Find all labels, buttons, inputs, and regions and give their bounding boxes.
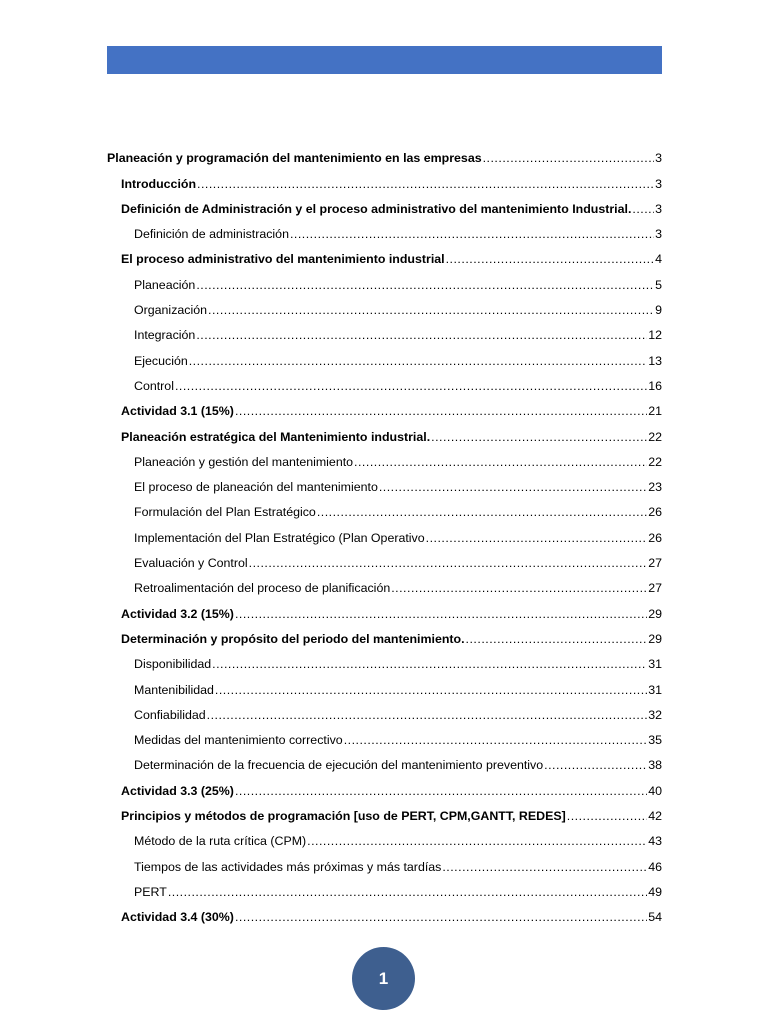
toc-entry-title: Actividad 3.1 (15%): [121, 404, 234, 419]
toc-entry-page: 12: [648, 328, 662, 343]
toc-entry[interactable]: [107, 444, 662, 469]
toc-leader-dots: [249, 556, 648, 570]
toc-entry[interactable]: [107, 899, 662, 924]
toc-entry[interactable]: [107, 494, 662, 519]
toc-leader-dots: [391, 581, 647, 595]
toc-entry[interactable]: [107, 393, 662, 418]
toc-leader-dots: [344, 733, 648, 747]
toc-entry[interactable]: [107, 469, 662, 494]
toc-entry-page: 31: [648, 682, 662, 697]
toc-entry[interactable]: [107, 595, 662, 620]
toc-entry-title: Actividad 3.3 (25%): [121, 783, 234, 798]
toc-entry[interactable]: [107, 570, 662, 595]
toc-entry[interactable]: [107, 165, 662, 190]
toc-entry-page: 23: [648, 480, 662, 495]
toc-leader-dots: [379, 480, 647, 494]
toc-entry[interactable]: [107, 772, 662, 797]
toc-entry-page: 31: [648, 657, 662, 672]
toc-entry[interactable]: [107, 140, 662, 165]
toc-entry[interactable]: [107, 216, 662, 241]
header-band: [107, 46, 662, 74]
toc-entry[interactable]: [107, 823, 662, 848]
toc-leader-dots: [235, 910, 647, 924]
toc-leader-dots: [207, 708, 648, 722]
toc-entry-page: 13: [648, 353, 662, 368]
toc-entry-title: Método de la ruta crítica (CPM): [134, 834, 307, 849]
toc-entry-title: Planeación y programación del mantenimiento en las empresas: [107, 151, 482, 166]
toc-entry-page: 40: [648, 783, 662, 798]
toc-leader-dots: [483, 151, 654, 165]
toc-entry-title: Organización: [134, 303, 208, 318]
toc-entry-title: Definición de Administración y el proceso administrativo del mantenimiento Industrial.: [121, 201, 632, 216]
toc-leader-dots: [212, 657, 647, 671]
toc-entry-title: Retroalimentación del proceso de planificación: [134, 581, 391, 596]
toc-leader-dots: [235, 607, 647, 621]
toc-leader-dots: [632, 202, 654, 216]
toc-entry[interactable]: [107, 722, 662, 747]
toc-entry-title: Integración: [134, 328, 196, 343]
toc-entry-page: 27: [648, 581, 662, 596]
toc-entry-title: Principios y métodos de programación [uso de PERT, CPM,GANTT, REDES]: [121, 809, 566, 824]
toc-leader-dots: [317, 505, 647, 519]
toc-leader-dots: [446, 252, 654, 266]
toc-entry-page: 32: [648, 707, 662, 722]
toc-entry-title: Evaluación y Control: [134, 556, 248, 571]
toc-entry-title: Implementación del Plan Estratégico (Plan Operativo: [134, 530, 425, 545]
toc-entry-page: 26: [648, 530, 662, 545]
toc-entry[interactable]: [107, 798, 662, 823]
toc-leader-dots: [189, 354, 647, 368]
toc-entry[interactable]: [107, 191, 662, 216]
toc-entry-title: Control: [134, 378, 174, 393]
toc-entry-title: Tiempos de las actividades más próximas y más tardías: [134, 859, 442, 874]
toc-leader-dots: [442, 860, 647, 874]
toc-entry[interactable]: [107, 317, 662, 342]
toc-entry-page: 54: [648, 910, 662, 925]
toc-entry-page: 3: [655, 176, 662, 191]
toc-leader-dots: [544, 758, 647, 772]
toc-entry-page: 5: [655, 277, 662, 292]
table-of-contents: [107, 140, 662, 924]
toc-entry-page: 49: [648, 884, 662, 899]
toc-entry-page: 3: [655, 227, 662, 242]
toc-leader-dots: [466, 632, 648, 646]
toc-entry-title: Actividad 3.4 (30%): [121, 910, 234, 925]
toc-entry-title: Ejecución: [134, 353, 188, 368]
toc-entry[interactable]: [107, 342, 662, 367]
toc-leader-dots: [168, 885, 647, 899]
toc-entry-page: 3: [655, 151, 662, 166]
toc-entry-page: 29: [648, 606, 662, 621]
toc-entry-title: Determinación y propósito del periodo del mantenimiento.: [121, 631, 465, 646]
toc-entry-title: Definición de administración: [134, 227, 289, 242]
toc-entry-page: 29: [648, 631, 662, 646]
toc-entry-page: 35: [648, 733, 662, 748]
toc-entry-title: Formulación del Plan Estratégico: [134, 505, 316, 520]
toc-entry-title: El proceso de planeación del mantenimiento: [134, 480, 378, 495]
toc-entry-title: PERT: [134, 884, 167, 899]
toc-leader-dots: [426, 531, 648, 545]
toc-entry[interactable]: [107, 697, 662, 722]
toc-entry[interactable]: [107, 519, 662, 544]
toc-entry-page: 42: [648, 809, 662, 824]
page-number-badge: [352, 947, 415, 1010]
toc-entry-page: 27: [648, 556, 662, 571]
toc-leader-dots: [354, 455, 647, 469]
toc-entry-title: Actividad 3.2 (15%): [121, 606, 234, 621]
toc-entry-title: Planeación: [134, 277, 196, 292]
toc-leader-dots: [290, 227, 654, 241]
toc-entry-page: 38: [648, 758, 662, 773]
toc-entry[interactable]: [107, 368, 662, 393]
toc-entry[interactable]: [107, 621, 662, 646]
toc-leader-dots: [235, 784, 647, 798]
toc-leader-dots: [431, 430, 647, 444]
toc-entry-title: Determinación de la frecuencia de ejecución del mantenimiento preventivo: [134, 758, 544, 773]
toc-entry-page: 22: [648, 429, 662, 444]
toc-entry[interactable]: [107, 671, 662, 696]
toc-entry-page: 16: [648, 378, 662, 393]
toc-leader-dots: [307, 834, 647, 848]
toc-entry-title: Disponibilidad: [134, 657, 212, 672]
toc-leader-dots: [215, 683, 647, 697]
toc-entry[interactable]: [107, 848, 662, 873]
toc-leader-dots: [567, 809, 647, 823]
toc-leader-dots: [235, 404, 647, 418]
toc-entry-page: 9: [655, 303, 662, 318]
toc-entry-title: Medidas del mantenimiento correctivo: [134, 733, 343, 748]
toc-entry-title: Introducción: [121, 176, 197, 191]
toc-entry-page: 4: [655, 252, 662, 267]
toc-entry-title: Confiabilidad: [134, 707, 206, 722]
page-number: 1: [378, 968, 389, 988]
toc-entry[interactable]: [107, 241, 662, 266]
toc-entry[interactable]: [107, 292, 662, 317]
toc-entry-title: El proceso administrativo del mantenimiento industrial: [121, 252, 445, 267]
toc-leader-dots: [175, 379, 647, 393]
toc-entry[interactable]: [107, 874, 662, 899]
toc-entry-title: Planeación y gestión del mantenimiento: [134, 454, 354, 469]
toc-leader-dots: [196, 278, 654, 292]
toc-entry-page: 26: [648, 505, 662, 520]
toc-entry-page: 21: [648, 404, 662, 419]
toc-entry-page: 46: [648, 859, 662, 874]
toc-entry[interactable]: [107, 418, 662, 443]
toc-entry[interactable]: [107, 266, 662, 291]
toc-leader-dots: [197, 177, 654, 191]
toc-entry[interactable]: [107, 545, 662, 570]
toc-entry-title: Mantenibilidad: [134, 682, 214, 697]
toc-entry[interactable]: [107, 646, 662, 671]
toc-leader-dots: [196, 328, 647, 342]
toc-entry[interactable]: [107, 747, 662, 772]
toc-leader-dots: [208, 303, 654, 317]
toc-entry-page: 22: [648, 454, 662, 469]
toc-entry-page: 3: [655, 201, 662, 216]
toc-entry-page: 43: [648, 834, 662, 849]
toc-entry-title: Planeación estratégica del Mantenimiento industrial.: [121, 429, 431, 444]
